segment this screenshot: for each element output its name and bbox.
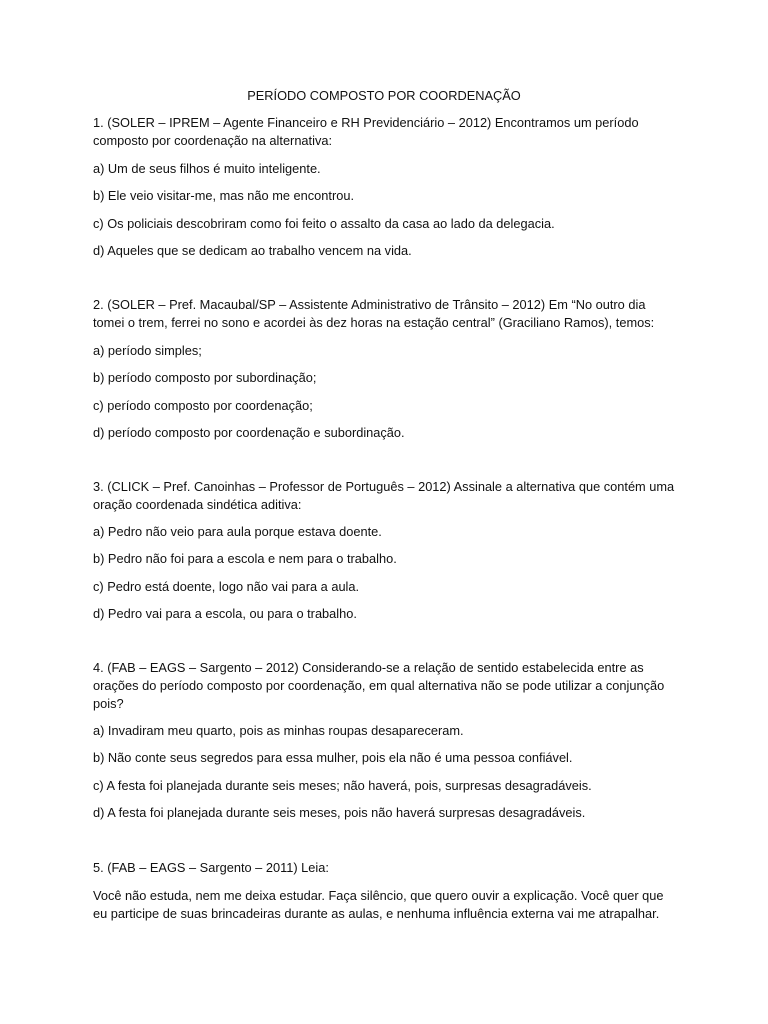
page-title: PERÍODO COMPOSTO POR COORDENAÇÃO (247, 88, 521, 103)
question-4-option-b: b) Não conte seus segredos para essa mulher, pois ela não é uma pessoa confiável. (93, 750, 573, 765)
question-3-stem-line-2: oração coordenada sindética aditiva: (93, 497, 302, 512)
question-5-passage-line-1: Você não estuda, nem me deixa estudar. Faça silêncio, que quero ouvir a explicação. Você quer que (93, 888, 664, 903)
question-3-option-d: d) Pedro vai para a escola, ou para o trabalho. (93, 606, 357, 621)
question-2-option-b: b) período composto por subordinação; (93, 370, 317, 385)
question-4-stem-line-2: orações do período composto por coordenação, em qual alternativa não se pode utilizar a conjunção (93, 678, 665, 693)
question-1-option-b: b) Ele veio visitar-me, mas não me encontrou. (93, 188, 355, 203)
question-3-stem-line-1: 3. (CLICK – Pref. Canoinhas – Professor de Português – 2012) Assinale a alternativa que contém uma (93, 479, 675, 494)
question-2-option-a: a) período simples; (93, 343, 202, 358)
question-4-stem (93, 659, 693, 713)
question-1-option-a: a) Um de seus filhos é muito inteligente. (93, 161, 321, 176)
question-3-stem (93, 478, 693, 514)
question-5-stem: 5. (FAB – EAGS – Sargento – 2011) Leia: (93, 860, 329, 875)
question-4-option-a: a) Invadiram meu quarto, pois as minhas roupas desapareceram. (93, 723, 464, 738)
question-1-stem-line-1: 1. (SOLER – IPREM – Agente Financeiro e RH Previdenciário – 2012) Encontramos um período (93, 115, 639, 130)
question-4-stem-line-3: pois? (93, 696, 124, 711)
question-2-stem (93, 296, 693, 332)
question-2-option-d: d) período composto por coordenação e subordinação. (93, 425, 405, 440)
question-5-passage-line-2: eu participe de suas brincadeiras durante as aulas, e nenhuma influência externa vai me atrapalhar. (93, 906, 660, 921)
question-2-option-c: c) período composto por coordenação; (93, 398, 313, 413)
question-1-stem-line-2: composto por coordenação na alternativa: (93, 133, 333, 148)
question-3-option-b: b) Pedro não foi para a escola e nem para o trabalho. (93, 551, 397, 566)
question-2-stem-line-2: tomei o trem, ferrei no sono e acordei às dez horas na estação central” (Graciliano Ramos), temos: (93, 315, 655, 330)
question-4-option-c: c) A festa foi planejada durante seis meses; não haverá, pois, surpresas desagradáveis. (93, 778, 592, 793)
question-1-stem (93, 114, 693, 150)
question-3-option-c: c) Pedro está doente, logo não vai para a aula. (93, 579, 360, 594)
question-3-option-a: a) Pedro não veio para aula porque estava doente. (93, 524, 382, 539)
question-4-stem-line-1: 4. (FAB – EAGS – Sargento – 2012) Considerando-se a relação de sentido estabelecida entre as (93, 660, 644, 675)
question-1-option-d: d) Aqueles que se dedicam ao trabalho vencem na vida. (93, 243, 412, 258)
question-1-option-c: c) Os policiais descobriram como foi feito o assalto da casa ao lado da delegacia. (93, 216, 555, 231)
question-2-stem-line-1: 2. (SOLER – Pref. Macaubal/SP – Assistente Administrativo de Trânsito – 2012) Em “No outro dia (93, 297, 646, 312)
question-5-passage (93, 887, 693, 923)
question-4-option-d: d) A festa foi planejada durante seis meses, pois não haverá surpresas desagradáveis. (93, 805, 586, 820)
